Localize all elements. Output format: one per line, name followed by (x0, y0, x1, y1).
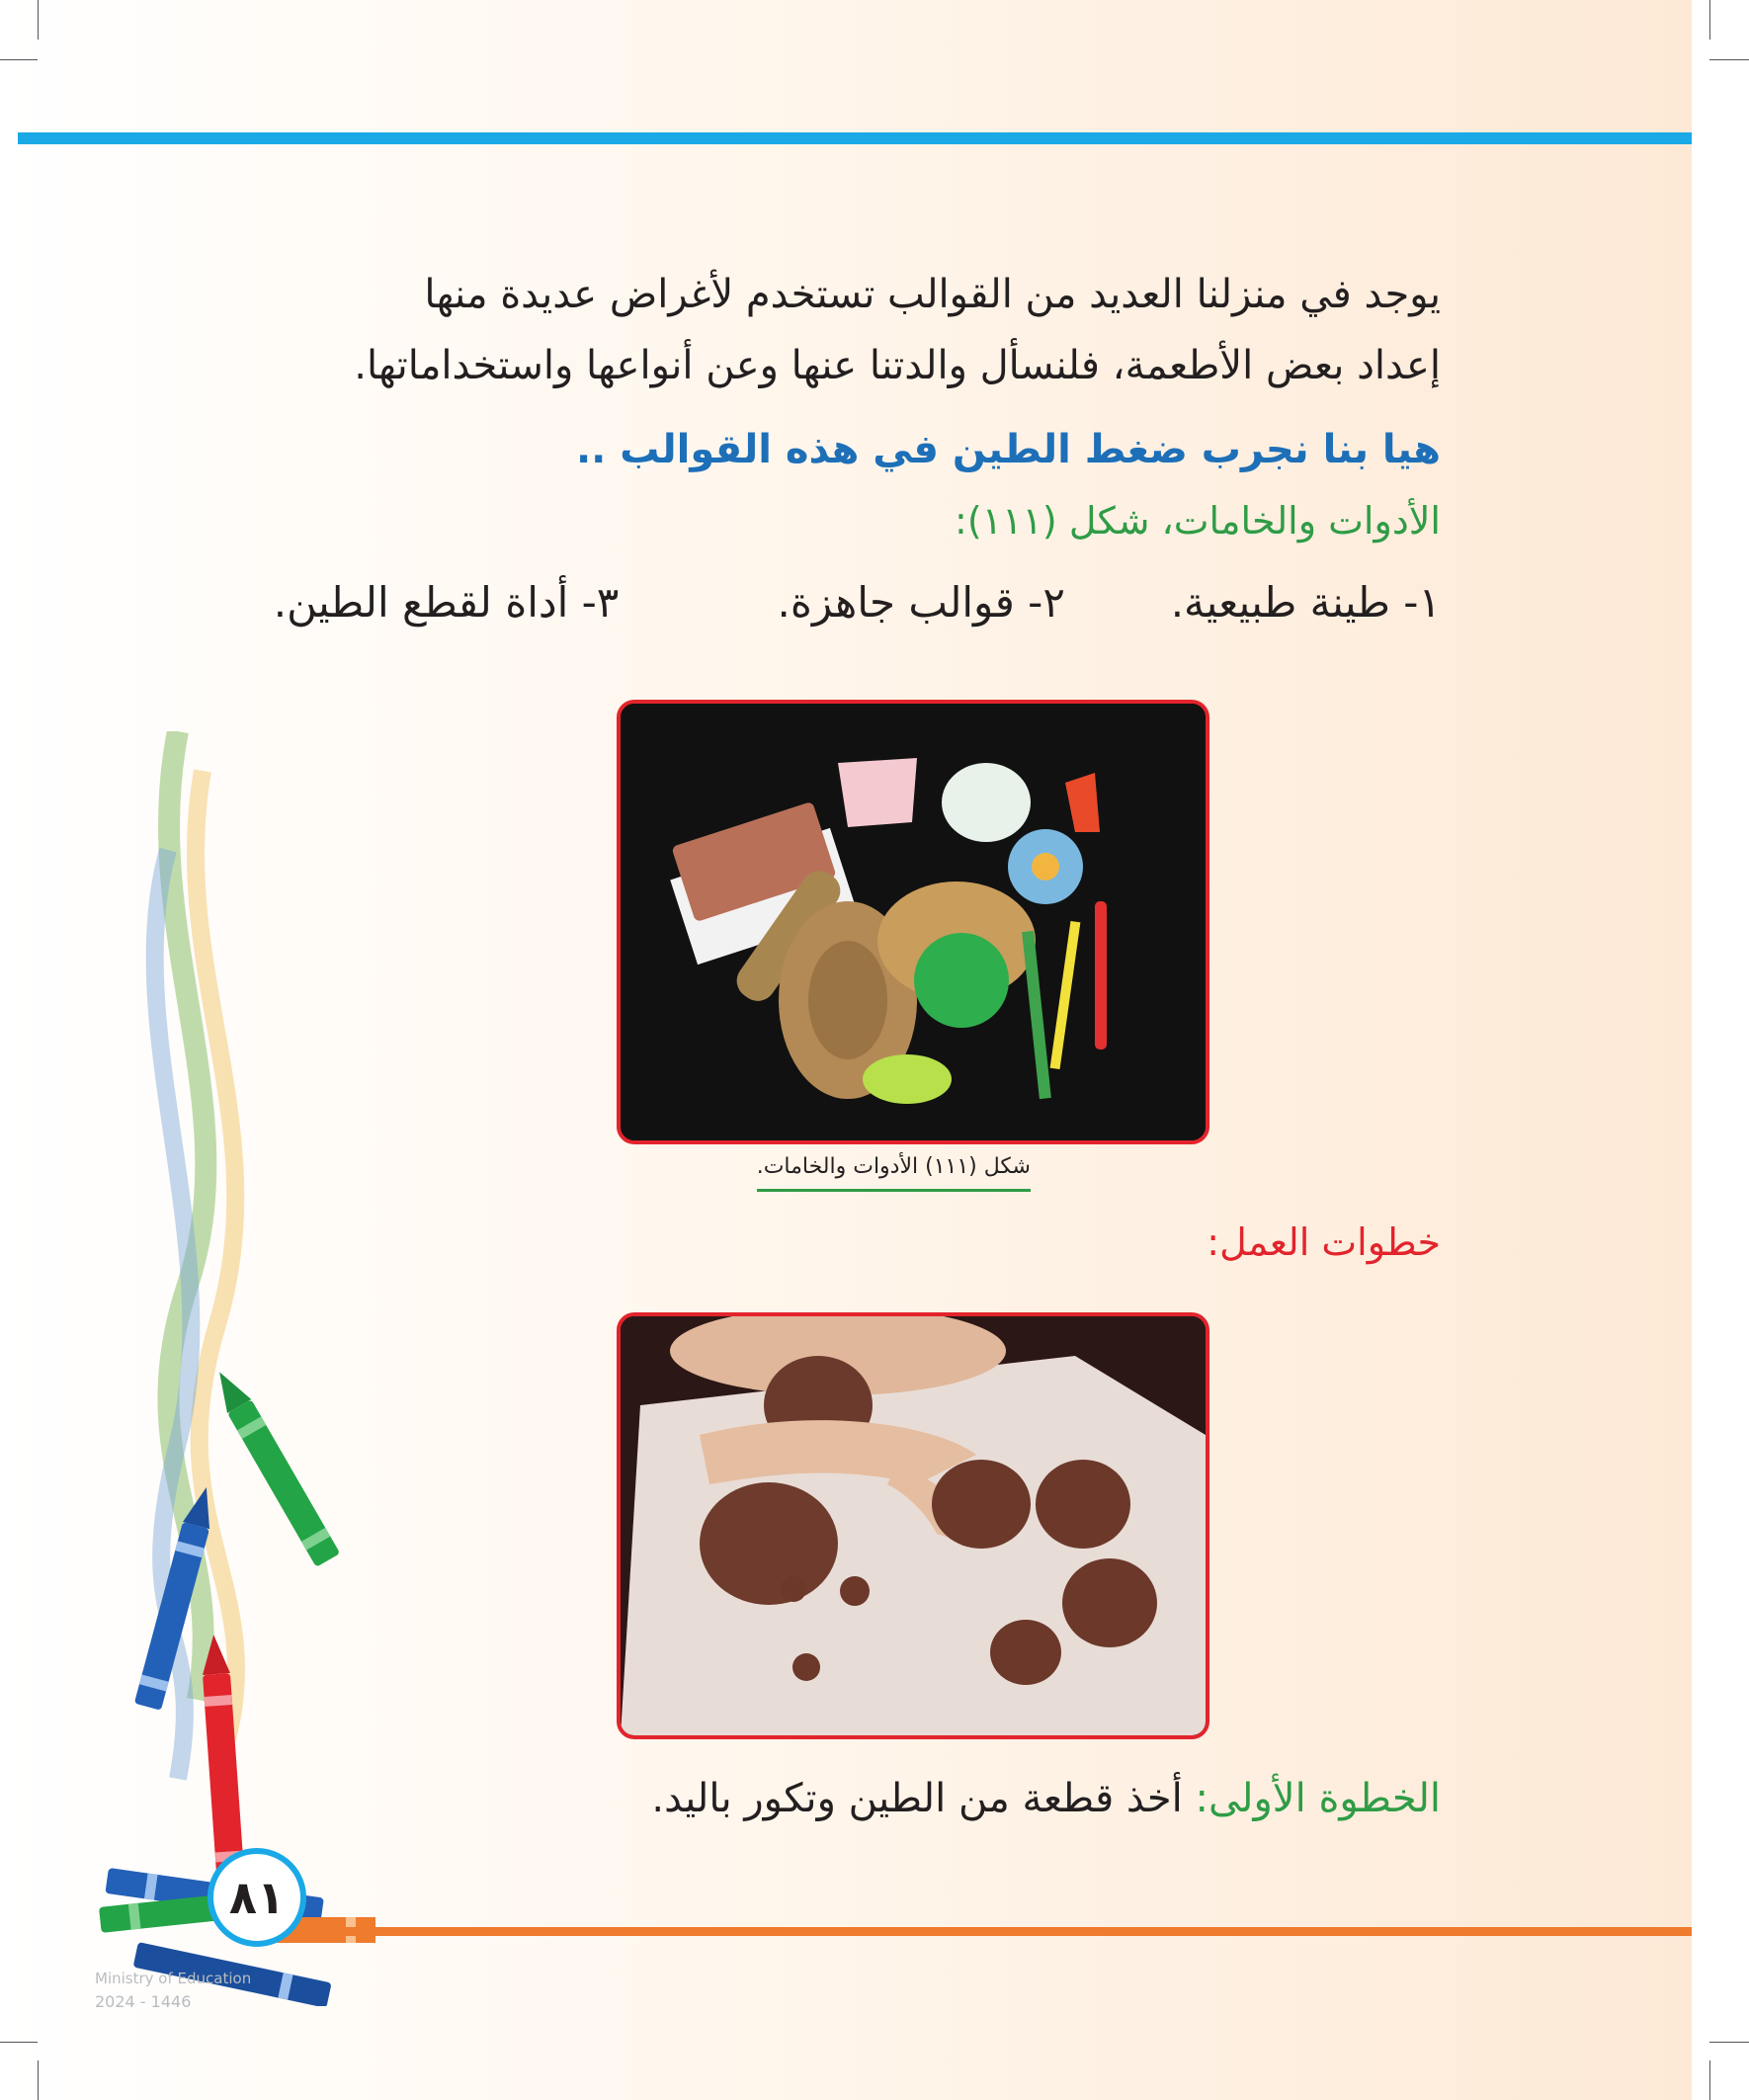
materials-list (274, 578, 1441, 627)
step-1 (651, 1776, 1441, 1821)
materials-heading: الأدوات والخامات، شكل (١١١): (955, 499, 1441, 543)
crop-mark (1709, 2042, 1749, 2043)
header-rule (18, 132, 1692, 144)
activity-prompt: هيا بنا نجرب ضغط الطين في هذه القوالب .. (575, 427, 1441, 472)
steps-heading: خطوات العمل: (1207, 1220, 1441, 1264)
material-item: ٢- قوالب جاهزة. (777, 578, 1065, 627)
page-number: ٨١ (208, 1848, 306, 1947)
crop-mark (38, 2060, 39, 2100)
material-item: ١- طينة طبيعية. (1170, 578, 1441, 627)
intro-line-1: يوجد في منزلنا العديد من القوالب تستخدم لأغراض عديدة منها (424, 272, 1441, 317)
edition-year: 2024 - 1446 (95, 1992, 192, 2011)
step-1-text: أخذ قطعة من الطين وتكور باليد. (651, 1776, 1196, 1821)
step-1-label: الخطوة الأولى: (1195, 1776, 1441, 1821)
clay-balls-photo-illustration (621, 1316, 1206, 1735)
footer-rule (326, 1927, 1692, 1936)
materials-photo-illustration (621, 704, 1206, 1140)
figure-caption: شكل (١١١) الأدوات والخامات. (757, 1154, 1031, 1192)
intro-line-2: إعداد بعض الأطعمة، فلنسأل والدتنا عنها وعن أنواعها واستخداماتها. (354, 343, 1441, 388)
crop-mark (0, 2042, 38, 2043)
crop-mark (38, 0, 39, 40)
intro-paragraph (314, 259, 1441, 401)
crayon-decoration (79, 731, 375, 2006)
crop-mark (0, 59, 38, 60)
clay-balls-photo (617, 1312, 1209, 1739)
ministry-label: Ministry of Education (95, 1970, 252, 1987)
crop-mark (1709, 0, 1710, 40)
crop-mark (1709, 2060, 1710, 2100)
material-item: ٣- أداة لقطع الطين. (273, 578, 620, 627)
crop-mark (1709, 59, 1749, 60)
materials-photo (617, 700, 1209, 1144)
